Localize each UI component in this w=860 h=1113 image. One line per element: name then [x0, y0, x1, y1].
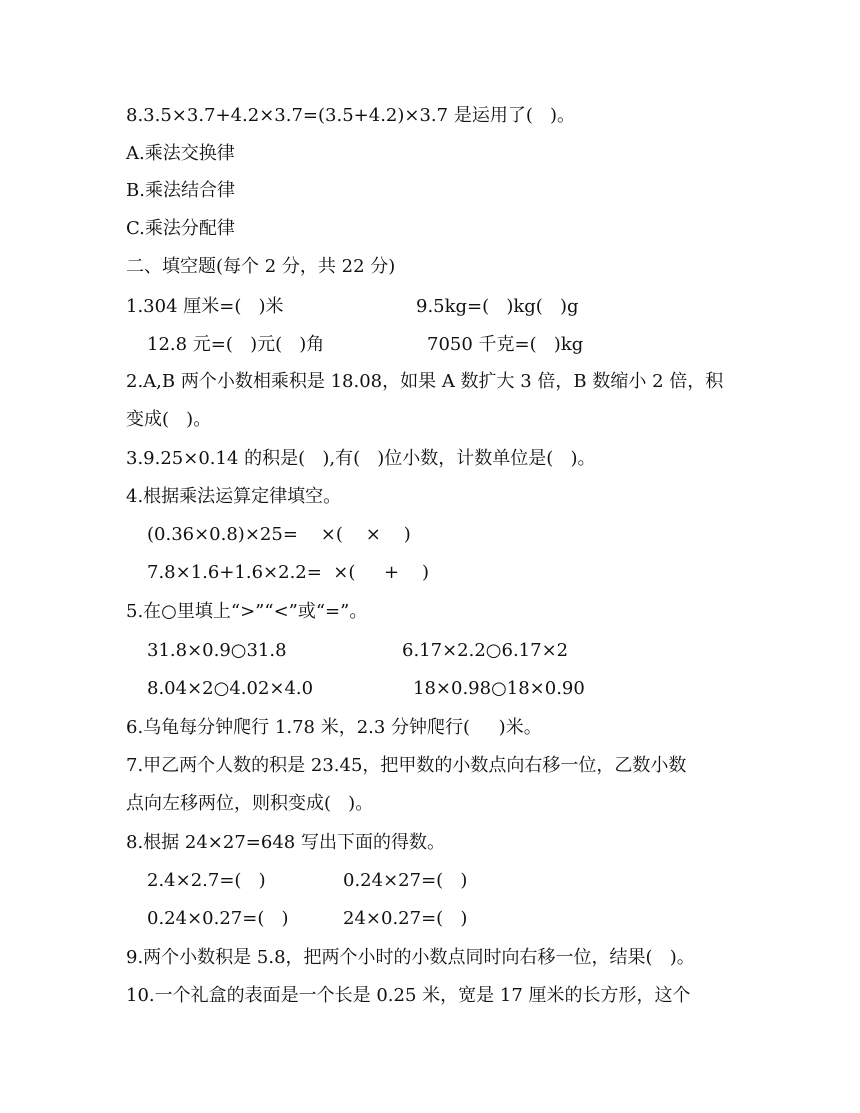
fill-8-item-d: 24×0.27=( ): [343, 908, 468, 929]
fill-8-item-b: 0.24×27=( ): [343, 870, 468, 891]
option-b: B.乘法结合律: [126, 180, 235, 201]
fill-10-line-1: 10.一个礼盒的表面是一个长是 0.25 米，宽是 17 厘米的长方形，这个: [126, 985, 691, 1006]
fill-1-left-b: 12.8 元=( )元( )角: [147, 334, 325, 355]
question-8-stem: 8.3.5×3.7+4.2×3.7=(3.5+4.2)×3.7 是运用了( )。: [126, 105, 576, 126]
fill-9: 9.两个小数积是 5.8，把两个小时的小数点同时向右移一位，结果( )。: [126, 947, 695, 968]
fill-5-item-a: 31.8×0.9○31.8: [147, 640, 287, 661]
fill-5-item-c: 8.04×2○4.02×4.0: [147, 678, 314, 699]
fill-8-item-a: 2.4×2.7=( ): [147, 870, 266, 891]
fill-4-stem: 4.根据乘法运算定律填空。: [126, 486, 342, 507]
option-a: A.乘法交换律: [126, 143, 235, 164]
section-heading-fill-blank: 二、填空题(每个 2 分，共 22 分): [126, 256, 396, 277]
option-c: C.乘法分配律: [126, 218, 235, 239]
fill-7-line-1: 7.甲乙两个人数的积是 23.45，把甲数的小数点向右移一位，乙数小数: [126, 755, 687, 776]
fill-1-right-a: 9.5kg=( )kg( )g: [416, 296, 579, 317]
fill-8-stem: 8.根据 24×27=648 写出下面的得数。: [126, 832, 445, 853]
fill-4-item-a: (0.36×0.8)×25= ×( × ): [147, 524, 411, 545]
fill-7-line-2: 点向左移两位，则积变成( )。: [126, 793, 374, 814]
fill-2-line-1: 2.A,B 两个小数相乘积是 18.08，如果 A 数扩大 3 倍，B 数缩小 2 倍，积: [126, 371, 724, 392]
fill-5-stem: 5.在○里填上“>”“<”或“=”。: [126, 601, 368, 622]
fill-4-item-b: 7.8×1.6+1.6×2.2= ×( + ): [147, 562, 429, 583]
fill-2-line-2: 变成( )。: [126, 409, 212, 430]
fill-6: 6.乌龟每分钟爬行 1.78 米，2.3 分钟爬行( )米。: [126, 717, 542, 738]
fill-5-item-b: 6.17×2.2○6.17×2: [402, 640, 569, 661]
fill-8-item-c: 0.24×0.27=( ): [147, 908, 289, 929]
fill-3: 3.9.25×0.14 的积是( ),有( )位小数，计数单位是( )。: [126, 448, 596, 469]
fill-5-item-d: 18×0.98○18×0.90: [413, 678, 585, 699]
fill-1-left-a: 1.304 厘米=( )米: [126, 296, 284, 317]
fill-1-right-b: 7050 千克=( )kg: [427, 334, 584, 355]
